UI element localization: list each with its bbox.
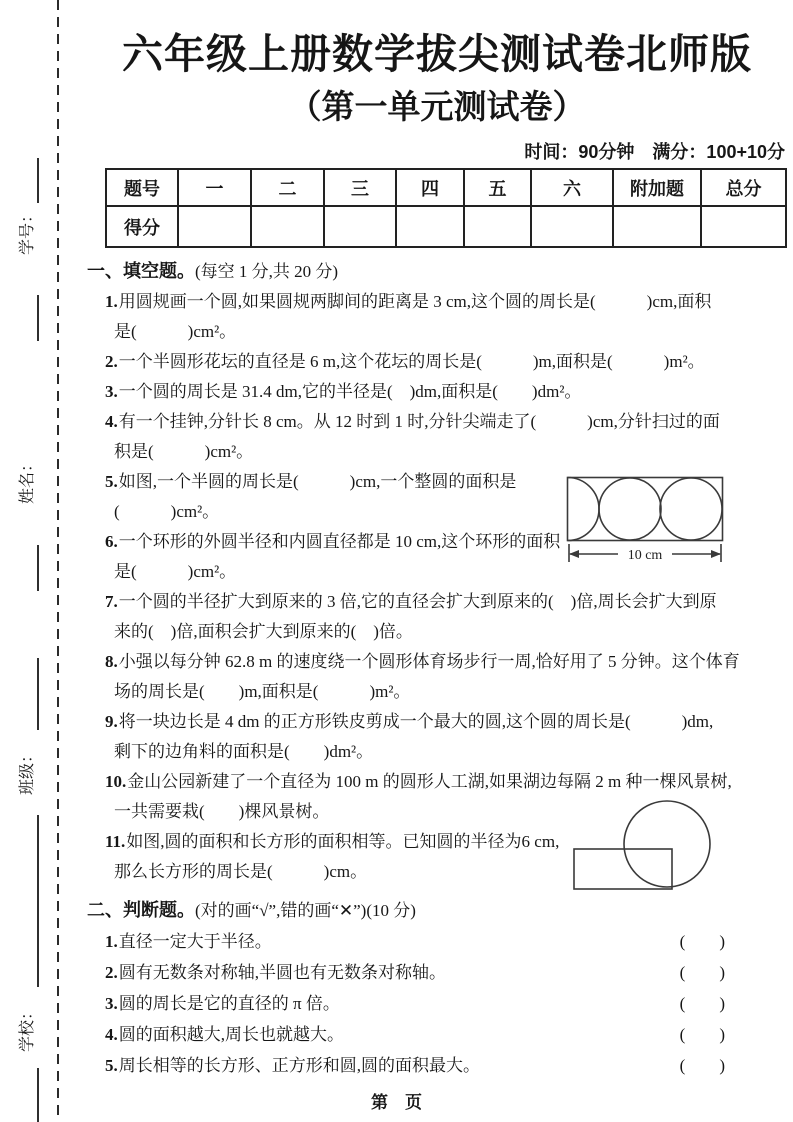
score-cell xyxy=(531,206,613,247)
question-3: 3.一个圆的周长是 31.4 dm,它的半径是( )dm,面积是( )dm²。 xyxy=(105,382,582,401)
score-table-header-row xyxy=(106,169,786,206)
page-footer: 第 页 xyxy=(371,1093,422,1112)
true-false-questions xyxy=(87,926,787,1081)
header-question-number: 题号 xyxy=(106,169,178,206)
header-section-4: 四 xyxy=(396,169,464,206)
header-section-2: 二 xyxy=(251,169,324,206)
answer-blank: ( ) xyxy=(679,1056,725,1075)
question-9: 9.将一块边长是 4 dm 的正方形铁皮剪成一个最大的圆,这个圆的周长是( )dm, 剩下的边角料的面积是( )dm²。 xyxy=(105,712,714,761)
circles-in-rectangle-figure xyxy=(566,476,728,566)
circle-rectangle-overlap-figure xyxy=(568,798,714,892)
section-1-heading: 一、填空题。(每空 1 分,共 20 分) xyxy=(87,261,339,281)
tf-question-3: 3.圆的周长是它的直径的 π 倍。 ( ) xyxy=(87,988,787,1019)
student-id-label: 学号： xyxy=(19,207,36,256)
question-10: 10.金山公园新建了一个直径为 100 m 的圆形人工湖,如果湖边每隔 2 m 种一棵风景树, 一共需要栽( )棵风景树。 xyxy=(105,772,732,821)
fold-dashed-line xyxy=(57,0,59,1122)
blank-line xyxy=(37,545,39,591)
tf-question-4: 4.圆的面积越大,周长也就越大。 ( ) xyxy=(87,1019,787,1050)
question-8: 8.小强以每分钟 62.8 m 的速度绕一个圆形体育场步行一周,恰好用了 5 分钟。这个体育 场的周长是( )m,面积是( )m²。 xyxy=(105,652,740,701)
page-subtitle: （第一单元测试卷） xyxy=(288,88,586,125)
question-6: 6.一个环形的外圆半径和内圆直径都是 10 cm,这个环形的面积 是( )cm²。 xyxy=(105,532,561,581)
score-cell xyxy=(178,206,251,247)
blank-line xyxy=(37,158,39,203)
exam-time-score-info: 时间：90分钟 满分：100+10分 xyxy=(524,142,785,162)
score-cell xyxy=(396,206,464,247)
header-bonus: 附加题 xyxy=(613,169,701,206)
answer-blank: ( ) xyxy=(679,932,725,951)
question-5: 5.如图,一个半圆的周长是( )cm,一个整圆的面积是 ( )cm²。 xyxy=(105,472,517,521)
question-1: 1.用圆规画一个圆,如果圆规两脚间的距离是 3 cm,这个圆的周长是( )cm,面积 是( )cm²。 xyxy=(105,292,712,341)
tf-question-2: 2.圆有无数条对称轴,半圆也有无数条对称轴。 ( ) xyxy=(87,957,787,988)
answer-blank: ( ) xyxy=(679,1025,725,1044)
score-table-score-row xyxy=(106,206,786,247)
blank-line xyxy=(37,815,39,987)
question-4: 4.有一个挂钟,分针长 8 cm。从 12 时到 1 时,分针尖端走了( )cm,分针扫过的面 积是( )cm²。 xyxy=(105,412,720,461)
page-title: 六年级上册数学拔尖测试卷北师版 xyxy=(122,31,752,77)
blank-line xyxy=(37,295,39,341)
student-name-label: 姓名： xyxy=(19,456,36,505)
header-section-5: 五 xyxy=(464,169,531,206)
score-row-label: 得分 xyxy=(106,206,178,247)
header-section-3: 三 xyxy=(324,169,396,206)
question-2: 2.一个半圆形花坛的直径是 6 m,这个花坛的周长是( )m,面积是( )m²。 xyxy=(105,352,705,371)
score-cell xyxy=(464,206,531,247)
answer-blank: ( ) xyxy=(679,963,725,982)
tf-question-5: 5.周长相等的长方形、正方形和圆,圆的面积最大。 ( ) xyxy=(87,1050,787,1081)
score-cell xyxy=(613,206,701,247)
fill-in-questions xyxy=(87,287,787,887)
section-2-heading: 二、判断题。(对的画“√”,错的画“✕”)(10 分) xyxy=(87,900,416,920)
header-section-6: 六 xyxy=(531,169,613,206)
score-cell xyxy=(701,206,786,247)
answer-blank: ( ) xyxy=(679,994,725,1013)
score-table xyxy=(105,168,787,248)
tf-question-1: 1.直径一定大于半径。 ( ) xyxy=(87,926,787,957)
header-total: 总分 xyxy=(701,169,786,206)
question-7: 7.一个圆的半径扩大到原来的 3 倍,它的直径会扩大到原来的( )倍,周长会扩大到原 来的( )倍,面积会扩大到原来的( )倍。 xyxy=(105,592,717,641)
class-label: 班级： xyxy=(19,747,36,796)
score-cell xyxy=(324,206,396,247)
header-section-1: 一 xyxy=(178,169,251,206)
blank-line xyxy=(37,658,39,730)
school-label: 学校： xyxy=(19,1004,36,1053)
score-cell xyxy=(251,206,324,247)
question-11: 11.如图,圆的面积和长方形的面积相等。已知圆的半径为6 cm, 那么长方形的周长是( )cm。 xyxy=(105,832,560,881)
dimension-label: 10 cm xyxy=(627,548,663,563)
